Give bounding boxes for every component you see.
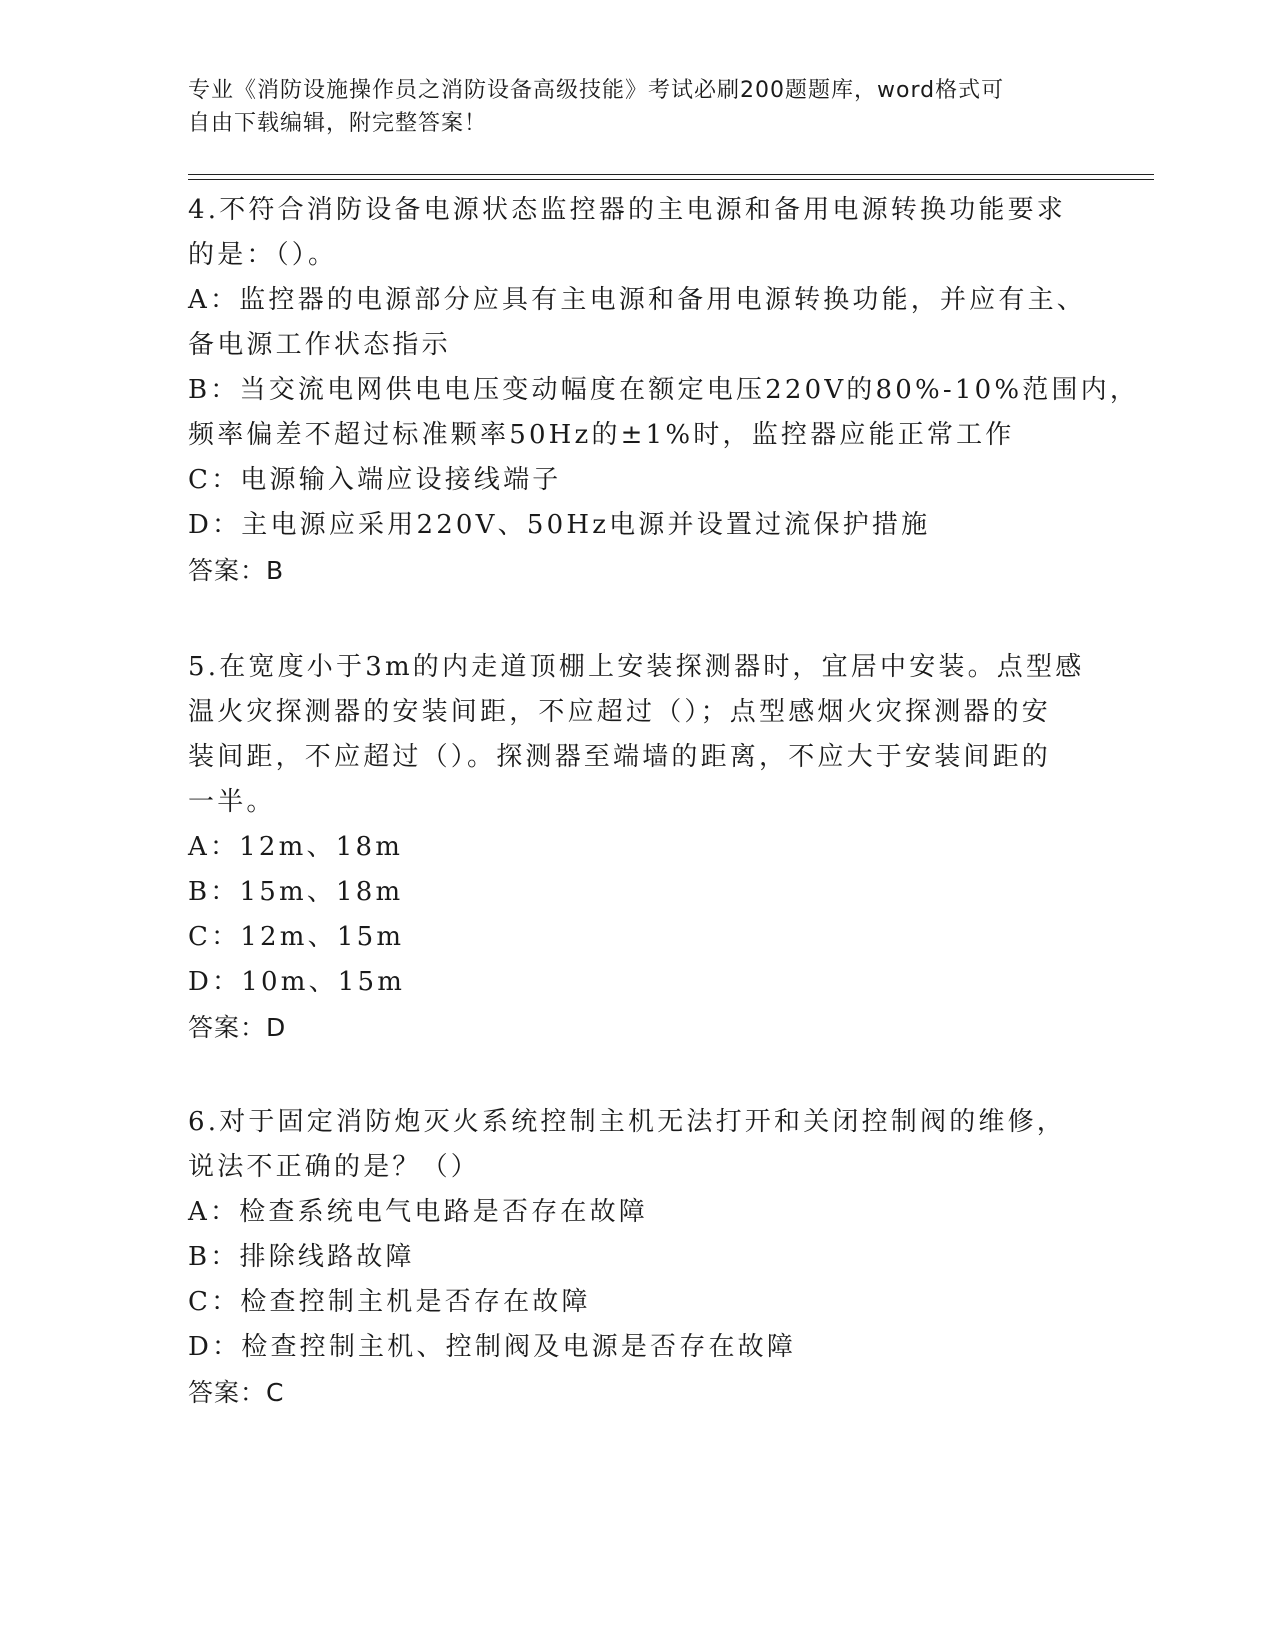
question-6 <box>188 1100 1088 1415</box>
question-stem: 一半。 <box>188 787 276 817</box>
header-line: 自由下载编辑，附完整答案！ <box>188 111 488 136</box>
question-stem: 温火灾探测器的安装间距，不应超过（）；点型感烟火灾探测器的安 <box>188 697 1052 727</box>
header-divider-bottom <box>188 179 1154 180</box>
option-c: C：12m、15m <box>188 922 405 952</box>
option-b: B：15m、18m <box>188 877 404 907</box>
option-b: B：当交流电网供电电压变动幅度在额定电压220V的80%-10%范围内， <box>188 375 1140 405</box>
option-a-continued: 备电源工作状态指示 <box>188 330 451 360</box>
question-stem: 说法不正确的是？（） <box>188 1152 481 1182</box>
option-d: D：10m、15m <box>188 967 406 997</box>
option-a: A：检查系统电气电路是否存在故障 <box>188 1197 648 1227</box>
question-stem: 的是：（）。 <box>188 240 338 270</box>
answer-label: 答案：B <box>188 556 285 585</box>
answer-label: 答案：D <box>188 1013 287 1042</box>
question-stem: 装间距，不应超过（）。探测器至端墙的距离，不应大于安装间距的 <box>188 742 1052 772</box>
question-stem: 4.不符合消防设备电源状态监控器的主电源和备用电源转换功能要求 <box>188 195 1067 225</box>
header-line: 专业《消防设施操作员之消防设备高级技能》考试必刷200题题库，word格式可 <box>188 78 1005 103</box>
option-d: D：检查控制主机、控制阀及电源是否存在故障 <box>188 1332 797 1362</box>
question-stem: 6.对于固定消防炮灭火系统控制主机无法打开和关闭控制阀的维修， <box>188 1107 1067 1137</box>
question-stem: 5.在宽度小于3m的内走道顶棚上安装探测器时，宜居中安装。点型感 <box>188 652 1085 682</box>
option-d: D：主电源应采用220V、50Hz电源并设置过流保护措施 <box>188 510 931 540</box>
option-a: A：监控器的电源部分应具有主电源和备用电源转换功能，并应有主、 <box>188 285 1086 315</box>
option-b-continued: 频率偏差不超过标准颗率50Hz的±1%时，监控器应能正常工作 <box>188 420 1015 450</box>
option-c: C：电源输入端应设接线端子 <box>188 465 562 495</box>
option-c: C：检查控制主机是否存在故障 <box>188 1287 591 1317</box>
option-b: B：排除线路故障 <box>188 1242 415 1272</box>
answer-label: 答案：C <box>188 1378 285 1407</box>
question-5 <box>188 645 1088 1050</box>
header-divider-top <box>188 174 1154 175</box>
option-a: A：12m、18m <box>188 832 404 862</box>
document-header <box>188 74 1068 140</box>
question-4 <box>188 188 1140 593</box>
